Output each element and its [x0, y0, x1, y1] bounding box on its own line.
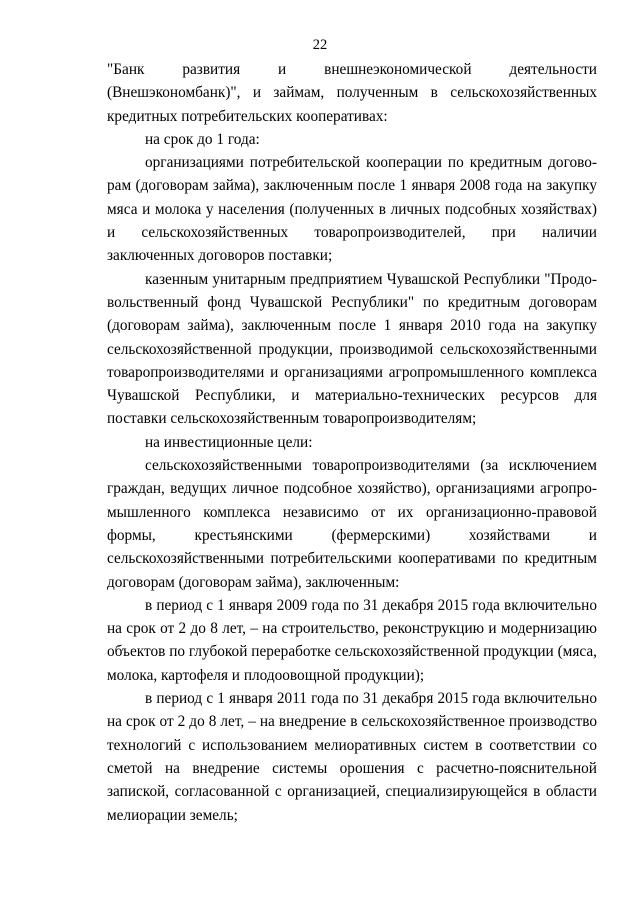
paragraph-agricultural-producers: сельскохозяйственными товаропроизводителями (за исключением граждан, ведущих личное подсобное хозяйство), организациями агропромышленного комплекса независимо от их организационно-правовой формы, крестьянскими (фермерскими) хозяйствами и сельскохозяйственными потребительскими кооперативами по кредитным договорам (договорам займа), заключенным: [107, 457, 597, 591]
paragraph-period-2011-2015: в период с 1 января 2011 года по 31 декабря 2015 года включительно на срок от 2 до 8 лет, – на внедрение в сельскохозяйственное производство технологий с использованием мелиоративных систем в соответствии со сметой на внедрение системы орошения с расчетно-пояснительной запиской, согласованной с организацией, специализирующейся в области мелиорации земель; [107, 690, 597, 824]
page-number: 22 [312, 37, 328, 53]
document-body [107, 58, 597, 827]
paragraph-consumer-cooperation: организациями потребительской кооперации по кредитным договорам (договорам займа), заключенным после 1 января 2008 года на закупку мяса и молока у населения (полученных в личных подсобных хозяйствах) и сельскохозяйственных товаропроизводителей, при наличии заключенных договоров поставки; [107, 154, 597, 265]
paragraph-bank-continuation: "Банк развития и внешнеэкономической деятельности (Внешэкономбанк)", и займам, полученным в сельскохозяйственных кредитных потребительских кооперативах: [107, 61, 597, 125]
paragraph-investment-purposes: на инвестиционные цели: [145, 433, 313, 451]
paragraph-state-enterprise: казенным унитарным предприятием Чувашской Республики "Продовольственный фонд Чувашской Республики" по кредитным договорам (договорам займа), заключенным после 1 января 2010 года на закупку сельскохозяйственной продукции, производимой сельскохозяйственными товаропроизводителями и организациями агропромышленного комплекса Чувашской Республики, и материально-технических ресурсов для поставки сельскохозяйственным товаропроизводителям; [107, 270, 597, 428]
paragraph-term-up-to-1-year: на срок до 1 года: [145, 130, 260, 148]
paragraph-period-2009-2015: в период с 1 января 2009 года по 31 декабря 2015 года включительно на срок от 2 до 8 лет, – на строительство, реконструкцию и модернизацию объектов по глубокой переработке сельскохозяйственной продукции (мяса, молока, картофеля и плодоовощной продукции); [107, 596, 597, 684]
